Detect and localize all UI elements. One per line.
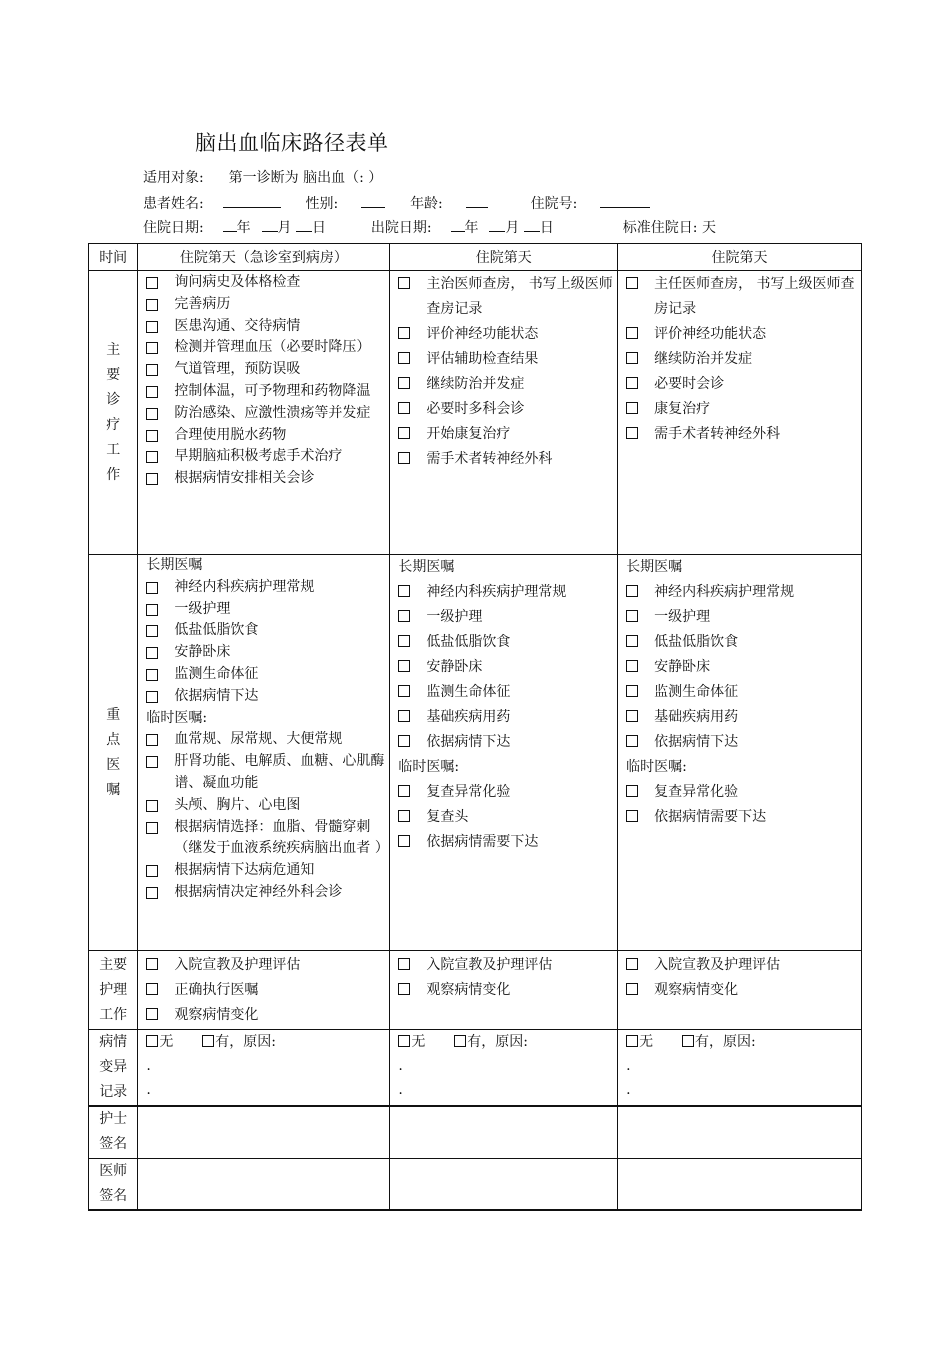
list-item[interactable] [626, 978, 857, 1003]
long-term-orders-label: 长期医嘱 [146, 557, 203, 573]
item-label: 询问病史及体格检查 [174, 274, 301, 290]
item-label: 主任医师查房， 书写上级医师查房记录 [654, 276, 855, 317]
item-label: 依据病情下达 [654, 734, 739, 750]
checkbox[interactable] [146, 321, 158, 333]
variance-yes-label: 有，原因: [467, 1034, 528, 1050]
label-char: 主 [106, 341, 121, 358]
list-item[interactable] [626, 372, 857, 397]
list-item[interactable] [146, 882, 385, 904]
checkbox[interactable] [146, 451, 158, 463]
row-label-main-work [89, 271, 138, 555]
item-label: 依据病情下达 [426, 734, 511, 750]
checkbox[interactable] [146, 669, 158, 681]
variance-line-2[interactable]: . [146, 1082, 151, 1098]
checkbox[interactable] [146, 1008, 158, 1020]
item-label: 复查头 [426, 809, 469, 825]
checkbox[interactable] [398, 958, 410, 970]
row-label-variance [89, 1030, 138, 1107]
label-char: 医 [106, 756, 121, 773]
variance-day2 [390, 1030, 618, 1107]
label-char: 签名 [99, 1136, 128, 1153]
list-item[interactable] [146, 272, 385, 294]
variance-line-1[interactable]: . [146, 1058, 151, 1074]
item-label: 控制体温，可予物理和药物降温 [174, 382, 371, 399]
list-item[interactable] [146, 337, 385, 359]
discharge-year-field[interactable] [451, 219, 465, 232]
checkbox[interactable] [398, 983, 410, 995]
list-item[interactable] [626, 680, 857, 705]
header-time: 时间 [89, 244, 138, 271]
list-item[interactable] [146, 729, 385, 751]
list-item[interactable] [398, 655, 613, 680]
nurse-sign-day3[interactable] [618, 1106, 862, 1158]
label-char: 签名 [99, 1187, 128, 1204]
month-text: 月 [505, 220, 520, 236]
item-label: 安静卧床 [426, 659, 483, 675]
list-item[interactable] [146, 795, 385, 817]
row-main-work [89, 271, 862, 555]
label-char: 工 [106, 441, 121, 458]
applicable-line [143, 169, 382, 187]
variance-yes-checkbox[interactable] [454, 1035, 466, 1047]
month-text: 月 [277, 220, 292, 236]
label-char: 变异 [99, 1059, 128, 1075]
item-label: 神经内科疾病护理常规 [174, 578, 315, 595]
checkbox[interactable] [398, 427, 410, 439]
nurse-sign-day2[interactable] [390, 1106, 618, 1158]
list-item[interactable] [146, 642, 385, 664]
item-label: 低盐低脂饮食 [174, 622, 259, 639]
checkbox[interactable] [398, 685, 410, 697]
list-item[interactable] [626, 953, 857, 978]
checkbox[interactable] [626, 710, 638, 722]
item-label: 检测并管理血压（必要时降压） [174, 339, 371, 356]
item-label: 低盐低脂饮食 [654, 634, 739, 650]
item-label: 观察病情变化 [426, 982, 511, 998]
list-item[interactable] [398, 978, 613, 1003]
label-char: 要 [106, 366, 121, 383]
list-item[interactable] [146, 403, 385, 425]
list-item[interactable] [146, 577, 385, 599]
long-term-orders-label: 长期医嘱 [626, 559, 683, 575]
checkbox[interactable] [146, 408, 158, 420]
checkbox[interactable] [146, 364, 158, 376]
item-label: 评估辅助检查结果 [426, 351, 539, 367]
main-work-day1 [138, 271, 390, 555]
checkbox[interactable] [626, 810, 638, 822]
variance-yes-checkbox[interactable] [202, 1035, 214, 1047]
variance-none-label: 无 [411, 1034, 426, 1050]
item-label: 早期脑疝积极考虑手术治疗 [174, 448, 343, 465]
variance-yes-checkbox[interactable] [682, 1035, 694, 1047]
sex-label: 性别: [305, 196, 339, 212]
row-key-orders [89, 555, 862, 951]
variance-line-2[interactable]: . [398, 1082, 403, 1098]
label-char: 护士 [99, 1111, 128, 1128]
checkbox[interactable] [146, 647, 158, 659]
item-label: 根据病情决定神经外科会诊 [174, 883, 343, 900]
item-label: 一级护理 [174, 600, 231, 617]
list-item[interactable] [626, 322, 857, 347]
applicable-label: 适用对象: [143, 170, 204, 186]
checkbox[interactable] [398, 327, 410, 339]
checkbox[interactable] [398, 402, 410, 414]
row-nursing [89, 951, 862, 1030]
admission-year-field[interactable] [223, 219, 237, 232]
checkbox[interactable] [398, 452, 410, 464]
list-item[interactable] [398, 730, 613, 755]
label-char: 记录 [99, 1084, 128, 1100]
checkbox[interactable] [626, 327, 638, 339]
list-item[interactable] [146, 686, 385, 708]
item-label: 评价神经功能状态 [654, 326, 767, 342]
doctor-sign-day3[interactable] [618, 1158, 862, 1210]
header-day1: 住院第天（急诊室到病房） [138, 244, 390, 271]
list-item[interactable] [146, 599, 385, 621]
item-label: 神经内科疾病护理常规 [426, 584, 567, 600]
item-label: 安静卧床 [654, 659, 711, 675]
list-item[interactable] [146, 664, 385, 686]
item-label: 需手术者转神经外科 [426, 451, 553, 467]
list-item[interactable] [146, 316, 385, 338]
label-char: 诊 [106, 391, 121, 408]
row-label-nursing [89, 951, 138, 1030]
checkbox[interactable] [626, 402, 638, 414]
list-item[interactable] [626, 805, 857, 830]
list-item[interactable] [146, 978, 385, 1003]
list-item[interactable] [398, 272, 613, 322]
item-label: 依据病情需要下达 [426, 834, 539, 850]
variance-none-checkbox[interactable] [146, 1035, 158, 1047]
variance-line-2[interactable]: . [626, 1082, 631, 1098]
checkbox[interactable] [398, 785, 410, 797]
variance-yes-label: 有，原因: [695, 1034, 756, 1050]
nursing-day2 [390, 951, 618, 1030]
item-label: 一级护理 [426, 609, 483, 625]
long-term-orders-label: 长期医嘱 [398, 559, 455, 575]
temp-orders-label: 临时医嘱: [398, 759, 460, 775]
item-label: 一级护理 [654, 609, 711, 625]
checkbox[interactable] [146, 822, 158, 834]
label-char: 工作 [99, 1006, 128, 1023]
item-label: 康复治疗 [654, 401, 711, 417]
list-item[interactable] [146, 425, 385, 447]
variance-none-checkbox[interactable] [626, 1035, 638, 1047]
item-label: 气道管理，预防误吸 [174, 361, 301, 378]
list-item[interactable] [398, 953, 613, 978]
item-label: 开始康复治疗 [426, 426, 511, 442]
checkbox[interactable] [146, 625, 158, 637]
doctor-sign-day1[interactable] [138, 1158, 390, 1210]
key-orders-day1 [138, 555, 390, 951]
list-item[interactable] [146, 294, 385, 316]
list-item[interactable] [146, 620, 385, 642]
item-label: 根据病情安排相关会诊 [174, 470, 315, 487]
admission-month-field[interactable] [262, 219, 278, 232]
item-label: 低盐低脂饮食 [426, 634, 511, 650]
nurse-sign-day1[interactable] [138, 1106, 390, 1158]
temp-orders-label: 临时医嘱: [626, 759, 687, 775]
item-label: 合理使用脱水药物 [174, 426, 287, 443]
checkbox[interactable] [146, 691, 158, 703]
item-label: 主治医师查房， 书写上级医师查房记录 [426, 276, 613, 317]
patient-name-label: 患者姓名: [143, 196, 204, 212]
checkbox[interactable] [146, 983, 158, 995]
list-item[interactable] [626, 780, 857, 805]
checkbox[interactable] [398, 810, 410, 822]
item-label: 医患沟通、交待病情 [174, 317, 301, 334]
checkbox[interactable] [146, 473, 158, 485]
admission-date-label: 住院日期: [143, 220, 204, 236]
checkbox[interactable] [146, 386, 158, 398]
row-label-doctor-sign [89, 1158, 138, 1210]
item-label: 根据病情下达病危通知 [174, 862, 315, 879]
item-label: 继续防治并发症 [654, 351, 753, 367]
item-label: 必要时多科会诊 [426, 401, 525, 417]
row-nurse-sign [89, 1106, 862, 1158]
item-label: 血常规、尿常规、大便常规 [174, 731, 343, 748]
year-text: 年 [464, 220, 479, 236]
table-header-row [89, 244, 862, 271]
variance-yes-label: 有，原因: [215, 1034, 276, 1050]
discharge-month-field[interactable] [489, 219, 505, 232]
checkbox[interactable] [398, 377, 410, 389]
list-item[interactable] [398, 705, 613, 730]
checkbox[interactable] [398, 660, 410, 672]
checkbox[interactable] [398, 277, 410, 289]
item-label: 神经内科疾病护理常规 [654, 584, 795, 600]
list-item[interactable] [146, 953, 385, 978]
item-label: 监测生命体征 [654, 684, 739, 700]
variance-line-1[interactable]: . [626, 1058, 631, 1074]
checkbox[interactable] [626, 427, 638, 439]
label-char: 病情 [99, 1034, 128, 1050]
list-item[interactable] [398, 805, 613, 830]
day-text: 日 [311, 220, 326, 236]
patient-line [143, 195, 650, 213]
item-label: 复查异常化验 [426, 784, 511, 800]
list-item[interactable] [398, 680, 613, 705]
checkbox[interactable] [626, 983, 638, 995]
checkbox[interactable] [398, 585, 410, 597]
list-item[interactable] [146, 817, 389, 861]
list-item[interactable] [398, 630, 613, 655]
checkbox[interactable] [146, 604, 158, 616]
main-work-day3 [618, 271, 862, 555]
checkbox[interactable] [626, 610, 638, 622]
row-variance [89, 1030, 862, 1107]
list-item[interactable] [146, 381, 385, 403]
item-label: 完善病历 [174, 295, 231, 312]
item-label: 需手术者转神经外科 [654, 426, 781, 442]
list-item[interactable] [626, 630, 857, 655]
list-item[interactable] [146, 359, 385, 381]
label-char: 主要 [99, 956, 128, 973]
page-title: 脑出血临床路径表单 [195, 131, 389, 155]
list-item[interactable] [146, 751, 385, 795]
variance-none-checkbox[interactable] [398, 1035, 410, 1047]
checkbox[interactable] [398, 352, 410, 364]
day-text: 日 [539, 220, 554, 236]
list-item[interactable] [146, 446, 385, 468]
item-label: 入院宣教及护理评估 [654, 957, 781, 973]
age-field[interactable] [466, 195, 488, 208]
header-day3: 住院第天 [618, 244, 862, 271]
list-item[interactable] [626, 605, 857, 630]
checkbox[interactable] [398, 635, 410, 647]
variance-day1 [138, 1030, 390, 1107]
list-item[interactable] [626, 347, 857, 372]
item-label: 入院宣教及护理评估 [426, 957, 553, 973]
label-char: 嘱 [106, 781, 121, 798]
checkbox[interactable] [626, 585, 638, 597]
list-item[interactable] [146, 1003, 385, 1028]
checkbox[interactable] [398, 610, 410, 622]
checkbox[interactable] [146, 299, 158, 311]
age-label: 年龄: [410, 196, 443, 212]
checkbox[interactable] [626, 785, 638, 797]
checkbox[interactable] [146, 342, 158, 354]
checkbox[interactable] [626, 958, 638, 970]
admission-no-label: 住院号: [530, 196, 578, 212]
item-label: 正确执行医嘱 [174, 982, 259, 998]
key-orders-day3 [618, 555, 862, 951]
discharge-day-field[interactable] [524, 219, 540, 232]
list-item[interactable] [398, 580, 613, 605]
nursing-day1 [138, 951, 390, 1030]
patient-name-field[interactable] [223, 195, 281, 208]
year-text: 年 [236, 220, 251, 236]
discharge-date-label: 出院日期: [370, 220, 432, 236]
list-item[interactable] [398, 830, 613, 855]
checkbox[interactable] [146, 756, 158, 768]
item-label: 肝肾功能、电解质、血糖、心肌酶谱、凝血功能 [174, 753, 385, 791]
list-item[interactable] [398, 397, 613, 422]
label-char: 点 [106, 731, 121, 748]
list-item[interactable] [626, 730, 857, 755]
checkbox[interactable] [398, 735, 410, 747]
item-label: 安静卧床 [174, 644, 231, 661]
item-label: 继续防治并发症 [426, 376, 525, 392]
item-label: 根据病情选择：血脂、骨髓穿刺（继发于血液系统疾病脑出血者 ） [174, 818, 389, 857]
row-doctor-sign [89, 1158, 862, 1210]
checkbox[interactable] [146, 734, 158, 746]
list-item[interactable] [626, 580, 857, 605]
item-label: 必要时会诊 [654, 376, 725, 392]
checkbox[interactable] [146, 800, 158, 812]
variance-day3 [618, 1030, 862, 1107]
applicable-value: 第一诊断为 脑出血（: ） [228, 170, 383, 186]
list-item[interactable] [146, 468, 385, 490]
checkbox[interactable] [626, 635, 638, 647]
checkbox[interactable] [146, 277, 158, 289]
list-item[interactable] [398, 605, 613, 630]
checkbox[interactable] [626, 685, 638, 697]
checkbox[interactable] [146, 887, 158, 899]
item-label: 观察病情变化 [174, 1007, 259, 1023]
nursing-day3 [618, 951, 862, 1030]
list-item[interactable] [626, 705, 857, 730]
item-label: 头颅、胸片、心电图 [174, 796, 301, 813]
label-char: 疗 [106, 416, 121, 433]
variance-none-label: 无 [159, 1034, 174, 1050]
list-item[interactable] [398, 780, 613, 805]
list-item[interactable] [146, 860, 385, 882]
main-work-day2 [390, 271, 618, 555]
list-item[interactable] [626, 422, 857, 447]
checkbox[interactable] [146, 430, 158, 442]
temp-orders-label: 临时医嘱: [146, 709, 208, 726]
list-item[interactable] [398, 422, 613, 447]
row-label-nurse-sign [89, 1106, 138, 1158]
standard-stay-label: 标准住院日: 天 [622, 220, 716, 236]
item-label: 防治感染、应激性溃疡等并发症 [174, 404, 371, 421]
list-item[interactable] [626, 655, 857, 680]
checkbox[interactable] [626, 277, 638, 289]
checkbox[interactable] [146, 958, 158, 970]
item-label: 评价神经功能状态 [426, 326, 539, 342]
list-item[interactable] [398, 372, 613, 397]
list-item[interactable] [398, 322, 613, 347]
checkbox[interactable] [626, 660, 638, 672]
key-orders-day2 [390, 555, 618, 951]
item-label: 观察病情变化 [654, 982, 739, 998]
checkbox[interactable] [398, 835, 410, 847]
item-label: 依据病情下达 [174, 687, 259, 704]
variance-none-label: 无 [639, 1034, 654, 1050]
item-label: 复查异常化验 [654, 784, 739, 800]
label-char: 作 [106, 466, 121, 483]
item-label: 监测生命体征 [426, 684, 511, 700]
label-char: 医师 [99, 1162, 128, 1179]
item-label: 监测生命体征 [174, 665, 259, 682]
item-label: 入院宣教及护理评估 [174, 957, 301, 973]
pathway-table [88, 243, 862, 1211]
label-char: 重 [106, 706, 121, 723]
checkbox[interactable] [146, 865, 158, 877]
row-label-key-orders [89, 555, 138, 951]
list-item[interactable] [626, 397, 857, 422]
checkbox[interactable] [146, 582, 158, 594]
admission-no-field[interactable] [600, 195, 650, 208]
item-label: 基础疾病用药 [426, 709, 511, 725]
checkbox[interactable] [398, 710, 410, 722]
doctor-sign-day2[interactable] [390, 1158, 618, 1210]
variance-line-1[interactable]: . [398, 1058, 403, 1074]
checkbox[interactable] [626, 735, 638, 747]
checkbox[interactable] [626, 352, 638, 364]
dates-line [143, 219, 716, 237]
header-day2: 住院第天 [390, 244, 618, 271]
checkbox[interactable] [626, 377, 638, 389]
label-char: 护理 [99, 981, 128, 998]
admission-day-field[interactable] [296, 219, 312, 232]
item-label: 依据病情需要下达 [654, 809, 767, 825]
sex-field[interactable] [361, 195, 385, 208]
list-item[interactable] [398, 347, 613, 372]
list-item[interactable] [398, 447, 613, 472]
list-item[interactable] [626, 272, 857, 322]
item-label: 基础疾病用药 [654, 709, 739, 725]
